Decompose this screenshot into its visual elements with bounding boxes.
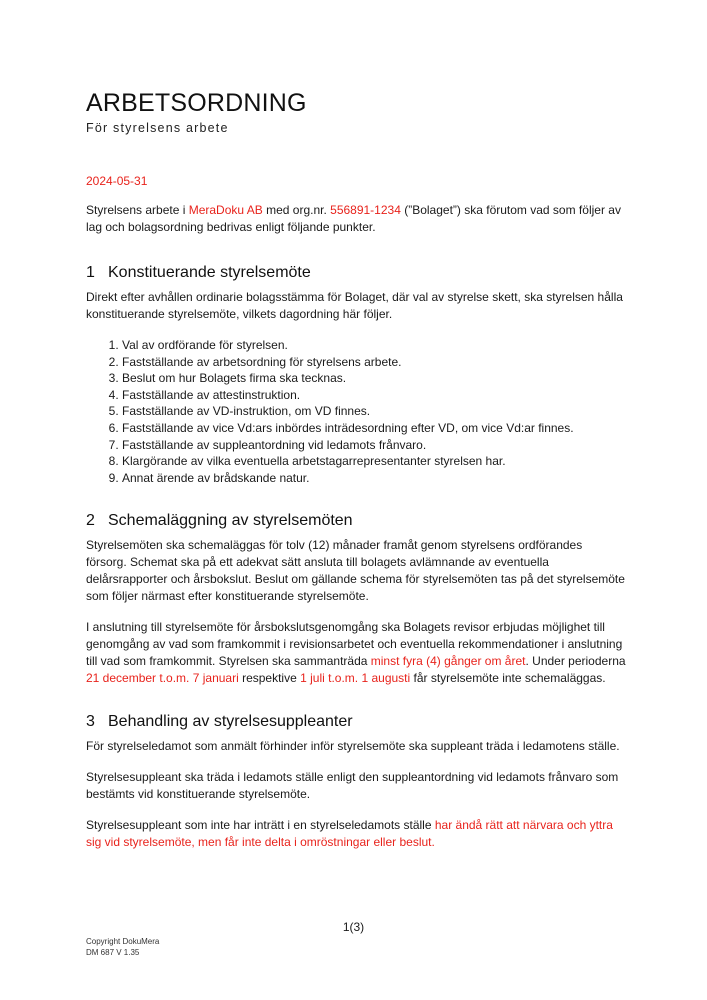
section-1-paragraph: Direkt efter avhållen ordinarie bolagsstämma för Bolaget, där val av styrelse skett, ska styrelsen hålla konstituerande styrelsemöte, vilkets dagordning här följer. <box>86 290 623 321</box>
section-2-paragraph-2 <box>86 619 626 687</box>
section-1-number: 1 <box>86 264 95 281</box>
page-number: 1(3) <box>342 920 365 934</box>
list-item: 2. Fastställande av arbetsordning för styrelsens arbete. <box>122 354 626 371</box>
agenda-list <box>86 337 626 486</box>
company-name: MeraDoku AB <box>188 203 263 217</box>
org-number: 556891-1234 <box>330 203 401 217</box>
intro-text-pre: Styrelsens arbete i <box>86 203 189 217</box>
intro-paragraph <box>86 202 626 236</box>
section-3-paragraph-2: Styrelsesuppleant ska träda i ledamots ställe enligt den suppleantordning vid ledamots frånvaro som bestämts vid konstituerande styrelsemöte. <box>86 770 619 802</box>
blocked-period-2: 1 juli t.o.m. 1 augusti <box>300 671 411 686</box>
list-item: 6. Fastställande av vice Vd:ars inbördes inträdesordning efter VD, om vice Vd:ar finnes. <box>122 420 626 437</box>
text-segment: respektive <box>238 671 301 686</box>
document-content <box>86 88 626 851</box>
text-segment: Styrelsesuppleant som inte har inträtt i en styrelseledamots ställe <box>86 818 435 833</box>
footer-copyright: Copyright DokuMera <box>86 937 160 946</box>
section-3-paragraph-1: För styrelseledamot som anmält förhinder inför styrelsemöte ska suppleant träda i ledamotens ställe. <box>86 739 620 754</box>
text-segment: . Under perioderna <box>525 654 626 669</box>
intro-text-mid: med org.nr. <box>262 203 331 217</box>
list-item: 1. Val av ordförande för styrelsen. <box>122 337 626 354</box>
list-item: 7. Fastställande av suppleantordning vid ledamots frånvaro. <box>122 437 626 454</box>
document-title: ARBETSORDNING <box>86 89 307 117</box>
substitute-rights: har ändå rätt att närvara och yttra sig vid styrelsemöte, men får inte delta i omröstningar eller beslut. <box>86 818 613 850</box>
section-2-title: Schemaläggning av styrelsemöten <box>108 512 353 530</box>
text-segment: får styrelsemöte inte schemaläggas. <box>410 671 606 686</box>
section-2-heading <box>86 511 626 531</box>
list-item: 3. Beslut om hur Bolagets firma ska tecknas. <box>122 370 626 387</box>
list-item: 9. Annat ärende av brådskande natur. <box>122 470 626 487</box>
section-3-title: Behandling av styrelsesuppleanter <box>108 713 353 731</box>
document-footer <box>86 936 159 958</box>
section-1-heading <box>86 263 626 283</box>
list-item: 5. Fastställande av VD-instruktion, om VD finnes. <box>122 403 626 420</box>
blocked-period-1: 21 december t.o.m. 7 januari <box>86 671 239 686</box>
document-subtitle: För styrelsens arbete <box>86 121 229 135</box>
section-3-heading <box>86 712 626 732</box>
document-date: 2024-05-31 <box>86 174 148 188</box>
section-1-title: Konstituerande styrelsemöte <box>108 264 311 281</box>
meeting-frequency: minst fyra (4) gånger om året <box>370 654 526 669</box>
list-item: 4. Fastställande av attestinstruktion. <box>122 387 626 404</box>
list-item: 8. Klargörande av vilka eventuella arbetstagarrepresentanter styrelsen har. <box>122 453 626 470</box>
section-3-paragraph-3 <box>86 817 626 851</box>
footer-doc-id: DM 687 V 1.35 <box>86 948 140 957</box>
section-3-number: 3 <box>86 713 95 731</box>
section-2-number: 2 <box>86 512 95 530</box>
section-2-paragraph-1: Styrelsemöten ska schemaläggas för tolv (12) månader framåt genom styrelsens ordförandes försorg. Schemat ska på ett adekvat sätt ansluta till bolagets avlämnande av eventuella delårsrapporter och årsbokslut. Beslut om gällande schema för styrelsemöten tas på det styrelsemöte som följer närmast efter konstituerande styrelsemöte. <box>86 538 625 604</box>
text-segment: I anslutning till styrelsemöte för årsbokslutsgenomgång ska Bolagets revisor erbjudas möjlighet till genomgång av vad som framkommit i revisionsarbetet och eventuella rekommendationer i anslutning till vad som framkommit. Styrelsen ska sammanträda <box>86 620 623 669</box>
intro-text-post: (”Bolaget”) ska förutom vad som följer av lag och bolagsordning bedrivas enligt följande punkter. <box>86 203 621 234</box>
